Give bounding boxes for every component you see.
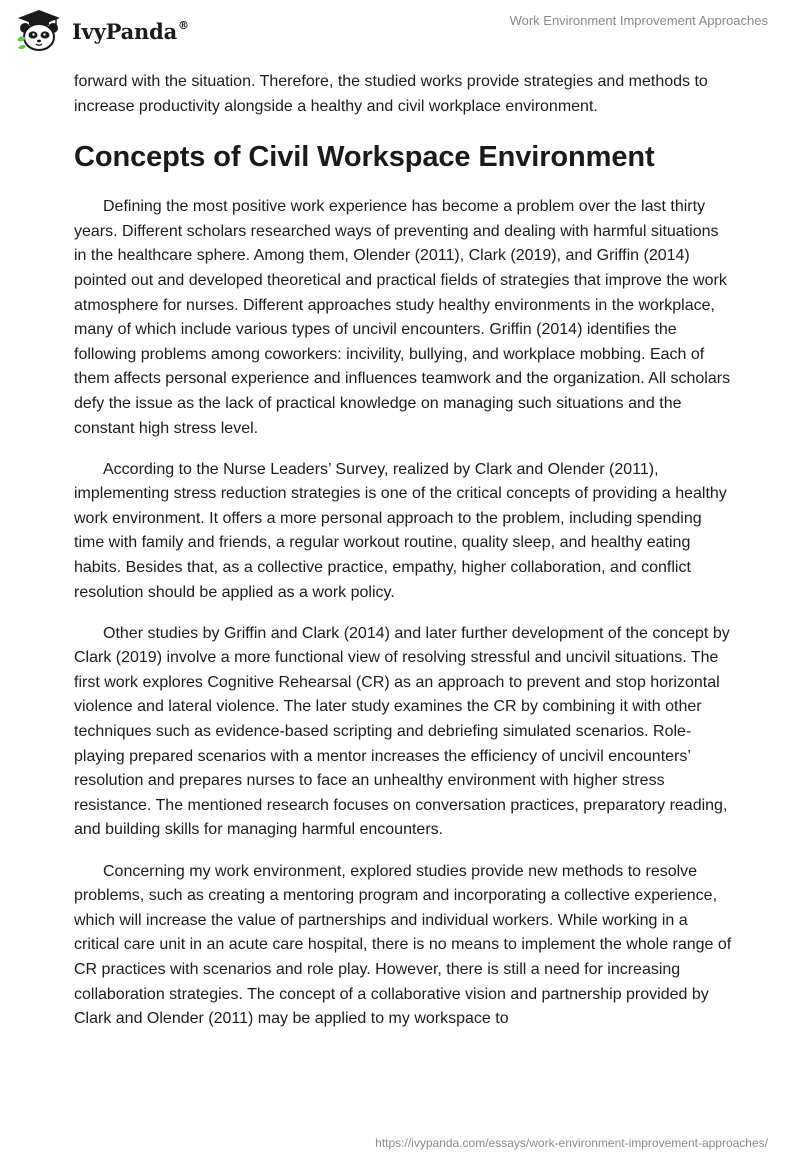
panda-graduate-icon	[14, 8, 64, 54]
source-url[interactable]: https://ivypanda.com/essays/work-environment-improvement-approaches/	[375, 1136, 768, 1150]
paragraph-3: Other studies by Griffin and Clark (2014) and later further development of the concept by Clark (2019) involve a more functional view of resolving stressful and uncivil situations. The first work explores Cognitive Rehearsal (CR) as an approach to prevent and stop horizontal violence and lateral violence. The later study examines the CR by combining it with other techniques such as evidence-based scripting and debriefing simulated scenarios. Role-playing prepared scenarios with a mentor increases the efficiency of uncivil encounters’ resolution and prepares nurses to face an unhealthy environment with higher stress resistance. The mentioned research focuses on conversation practices, preparatory reading, and building skills for managing harmful encounters.	[74, 624, 730, 839]
brand-name: IvyPanda®	[72, 18, 189, 44]
document-title: Work Environment Improvement Approaches	[509, 13, 768, 28]
paragraph-1: Defining the most positive work experience has become a problem over the last thirty years. Different scholars researched ways of preventing and dealing with harmful situations in the healthcare sphere. Among them, Olender (2011), Clark (2019), and Griffin (2014) pointed out and developed theoretical and practical fields of strategies that improve the work atmosphere for nurses. Different approaches study healthy environments in the workplace, many of which include various types of uncivil encounters. Griffin (2014) identifies the following problems among coworkers: incivility, bullying, and workplace mobbing. Each of them affects personal experience and influences teamwork and the organization. All scholars defy the issue as the lack of practical knowledge on managing such situations and the constant high stress level.	[74, 198, 731, 437]
section-heading: Concepts of Civil Workspace Environment	[74, 141, 655, 174]
intro-continuation-paragraph: forward with the situation. Therefore, the studied works provide strategies and methods to increase productivity alongside a healthy and civil workplace environment.	[74, 73, 708, 115]
page-header	[0, 0, 800, 60]
essay-body	[74, 70, 734, 1032]
paragraph-2: According to the Nurse Leaders’ Survey, realized by Clark and Olender (2011), implementing stress reduction strategies is one of the critical concepts of providing a healthy work environment. It offers a more personal approach to the problem, including spending time with family and friends, a regular workout routine, quality sleep, and healthy eating habits. Besides that, as a collective practice, empathy, higher collaboration, and conflict resolution should be applied as a work policy.	[74, 460, 727, 601]
paragraph-4: Concerning my work environment, explored studies provide new methods to resolve problems, such as creating a mentoring program and incorporating a collective experience, which will increase the value of partnerships and individual workers. While working in a critical care unit in an acute care hospital, there is no means to implement the whole range of CR practices with scenarios and role play. However, there is still a need for increasing collaboration strategies. The concept of a collaborative vision and partnership provided by Clark and Olender (2011) may be applied to my workspace to	[74, 862, 732, 1028]
brand-logo[interactable]	[14, 8, 189, 54]
